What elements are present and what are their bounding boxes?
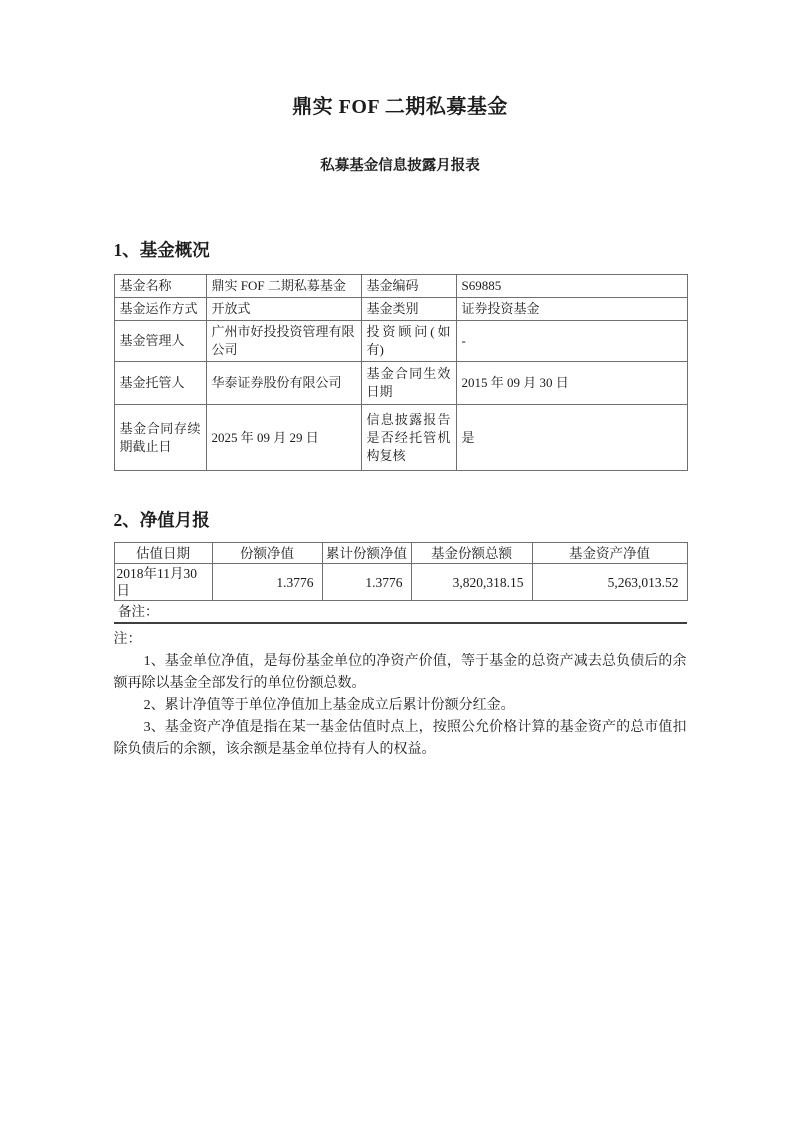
field-label: 基金编码	[361, 275, 456, 298]
section-heading-nav-monthly: 2、净值月报	[113, 510, 210, 530]
field-value: 华泰证券股份有限公司	[206, 362, 361, 405]
field-value: 2015 年 09 月 30 日	[456, 362, 687, 405]
table-row	[114, 405, 687, 471]
field-value: 鼎实 FOF 二期私募基金	[206, 275, 361, 298]
table-row	[114, 564, 687, 601]
nav-per-share-cell: 1.3776	[212, 564, 322, 601]
table-row	[114, 362, 687, 405]
field-value: 开放式	[206, 298, 361, 321]
nav-monthly-table	[114, 542, 688, 624]
field-label: 基金托管人	[114, 362, 206, 405]
field-value: 证券投资基金	[456, 298, 687, 321]
table-row	[114, 321, 687, 362]
note-item-1: 1、基金单位净值，是每份基金单位的净资产价值，等于基金的总资产减去总负债后的余额再除以基金全部发行的单位份额总数。	[113, 653, 687, 691]
document-subtitle: 私募基金信息披露月报表	[320, 158, 480, 174]
field-label: 基金运作方式	[114, 298, 206, 321]
remark-row	[114, 601, 687, 623]
column-header-nav-per-share: 份额净值	[212, 543, 322, 564]
notes-label: 注：	[113, 631, 142, 647]
field-value: 是	[456, 405, 687, 471]
document-title: 鼎实 FOF 二期私募基金	[292, 96, 508, 118]
section-heading-fund-overview: 1、基金概况	[113, 240, 210, 260]
column-header-valuation-date: 估值日期	[114, 543, 212, 564]
field-value: S69885	[456, 275, 687, 298]
net-assets-cell: 5,263,013.52	[532, 564, 687, 601]
field-label: 基金名称	[114, 275, 206, 298]
field-value: -	[456, 321, 687, 362]
fund-overview-table	[114, 274, 688, 471]
field-label: 基金合同生效日期	[361, 362, 456, 405]
valuation-date-cell: 2018年11月30日	[114, 564, 212, 601]
cumulative-nav-cell: 1.3776	[322, 564, 411, 601]
note-item-3: 3、基金资产净值是指在某一基金估值时点上，按照公允价格计算的基金资产的总市值扣除负债后的余额，该余额是基金单位持有人的权益。	[113, 719, 687, 757]
field-label: 基金类别	[361, 298, 456, 321]
field-label: 基金合同存续期截止日	[114, 405, 206, 471]
field-label: 信息披露报告是否经托管机构复核	[361, 405, 456, 471]
notes-section	[114, 629, 687, 761]
field-label: 基金管理人	[114, 321, 206, 362]
column-header-net-assets: 基金资产净值	[532, 543, 687, 564]
field-value: 2025 年 09 月 29 日	[206, 405, 361, 471]
column-header-total-shares: 基金份额总额	[411, 543, 532, 564]
table-row	[114, 275, 687, 298]
note-item-2: 2、累计净值等于单位净值加上基金成立后累计份额分红金。	[143, 697, 515, 713]
field-label: 投资顾问(如有)	[361, 321, 456, 362]
column-header-cumulative-nav: 累计份额净值	[322, 543, 411, 564]
field-value: 广州市好投投资管理有限公司	[206, 321, 361, 362]
table-header-row	[114, 543, 687, 564]
total-shares-cell: 3,820,318.15	[411, 564, 532, 601]
remark-label: 备注：	[114, 601, 687, 623]
table-row	[114, 298, 687, 321]
